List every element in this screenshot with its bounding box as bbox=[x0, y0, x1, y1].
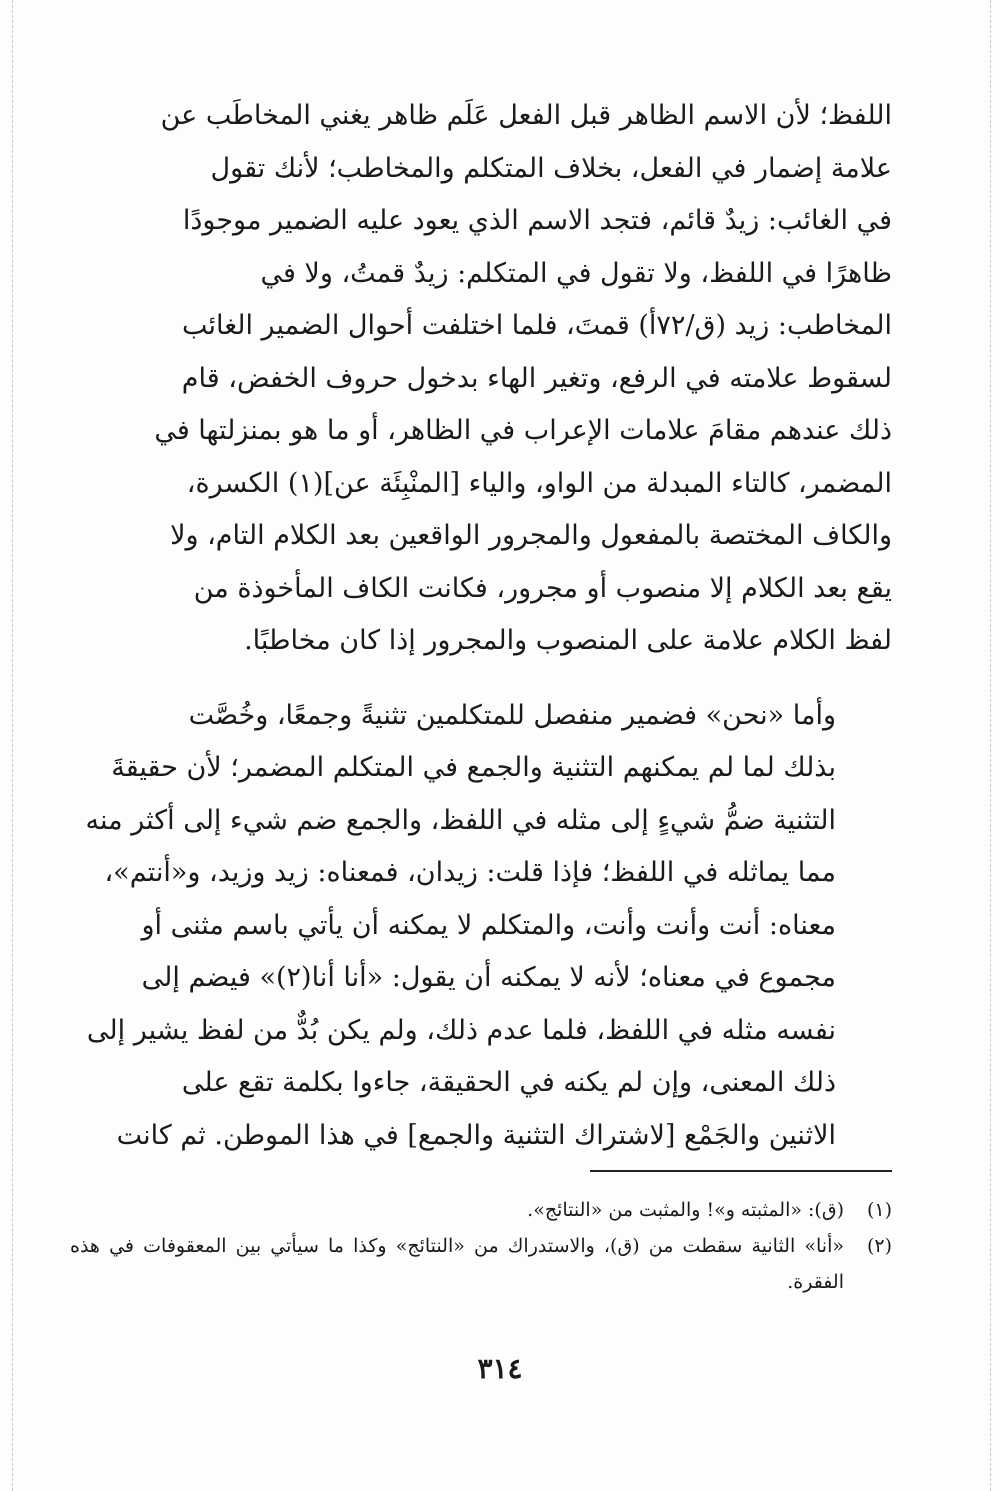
footnote-text: (ق): «المثبته و»! والمثبت من «النتائج». bbox=[527, 1199, 844, 1221]
text-line: المخاطب: زيد (ق/٧٢أ) قمتَ، فلما اختلفت أحوال الضمير الغائب bbox=[181, 310, 892, 341]
main-text bbox=[70, 90, 892, 1162]
scan-edge-right bbox=[990, 0, 991, 1491]
text-line: مجموع في معناه؛ لأنه لا يمكنه أن يقول: «أنا أنا(٢)» فيضم إلى bbox=[141, 962, 836, 993]
text-line: علامة إضمار في الفعل، بخلاف المتكلم والمخاطب؛ لأنك تقول bbox=[210, 152, 892, 184]
footnotes bbox=[70, 1192, 892, 1300]
text-line: لسقوط علامته في الرفع، وتغير الهاء بدخول حروف الخفض، قام bbox=[181, 362, 892, 394]
text-line: وأما «نحن» فضمير منفصل للمتكلمين تثنيةً وجمعًا، وخُصَّت bbox=[188, 699, 836, 731]
footnote-2 bbox=[70, 1228, 892, 1300]
text-line: ظاهرًا في اللفظ، ولا تقول في المتكلم: زيدٌ قمتُ، ولا في bbox=[260, 257, 892, 289]
text-line: لفظ الكلام علامة على المنصوب والمجرور إذا كان مخاطبًا. bbox=[244, 625, 892, 656]
text-line: والكاف المختصة بالمفعول والمجرور الواقعين بعد الكلام التام، ولا bbox=[170, 520, 892, 551]
text-line: الاثنين والجَمْع [لاشتراك التثنية والجمع] في هذا الموطن. ثم كانت bbox=[116, 1119, 836, 1151]
text-line: في الغائب: زيدٌ قائم، فتجد الاسم الذي يعود عليه الضمير موجودًا bbox=[182, 205, 892, 236]
text-line: نفسه مثله في اللفظ، فلما عدم ذلك، ولم يكن بُدٌّ من لفظ يشير إلى bbox=[86, 1014, 836, 1046]
text-line: يقع بعد الكلام إلا منصوب أو مجرور، فكانت الكاف المأخوذة من bbox=[193, 572, 892, 604]
footnote-text: «أنا» الثانية سقطت من (ق)، والاستدراك من «النتائج» وكذا ما سيأتي بين المعقوفات في هذه الفقرة. bbox=[70, 1235, 844, 1293]
text-line: التثنية ضمُّ شيءٍ إلى مثله في اللفظ، والجمع ضم شيء إلى أكثر منه bbox=[85, 804, 836, 836]
text-line: اللفظ؛ لأن الاسم الظاهر قبل الفعل عَلَم ظاهر يغني المخاطَب عن bbox=[160, 100, 892, 131]
text-line: المضمر، كالتاء المبدلة من الواو، والياء [المنْبِئَة عن](١) الكسرة، bbox=[186, 467, 892, 499]
scan-edge-left bbox=[12, 0, 13, 1491]
paragraph-2 bbox=[70, 690, 892, 1163]
text-line: معناه: أنت وأنت وأنت، والمتكلم لا يمكنه أن يأتي باسم مثنى أو bbox=[141, 909, 836, 941]
text-line: ذلك عندهم مقامَ علامات الإعراب في الظاهر، أو ما هو بمنزلتها في bbox=[154, 415, 892, 446]
footnote-number: (١) bbox=[866, 1199, 892, 1221]
text-line: مما يماثله في اللفظ؛ فإذا قلت: زيدان، فمعناه: زيد وزيد، و«أنتم»، bbox=[104, 857, 836, 888]
footnote-1 bbox=[70, 1192, 892, 1228]
footnote-separator bbox=[590, 1170, 892, 1172]
page-number: ٣١٤ bbox=[477, 1352, 523, 1385]
paragraph-1 bbox=[70, 90, 892, 668]
text-line: ذلك المعنى، وإن لم يكنه في الحقيقة، جاءوا بكلمة تقع على bbox=[181, 1067, 836, 1098]
text-line: بذلك لما لم يمكنهم التثنية والجمع في المتكلم المضمر؛ لأن حقيقةَ bbox=[111, 752, 836, 783]
footnote-number: (٢) bbox=[866, 1235, 892, 1257]
